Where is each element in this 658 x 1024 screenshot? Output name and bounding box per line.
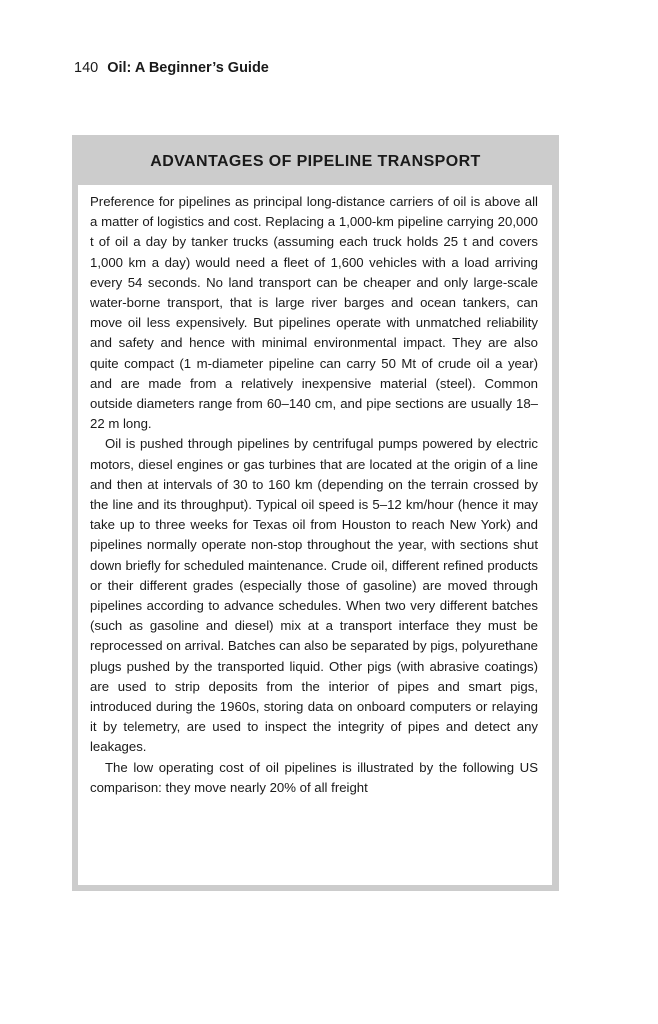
paragraph-cost-comparison: The low operating cost of oil pipelines is illustrated by the following US comparison: they move nearly 20% of all freight bbox=[90, 759, 538, 795]
box-title: ADVANTAGES OF PIPELINE TRANSPORT bbox=[150, 153, 481, 170]
sidebar-box bbox=[72, 135, 559, 891]
box-body bbox=[78, 185, 552, 885]
paragraph-pumping: Oil is pushed through pipelines by centrifugal pumps powered by electric motors, diesel engines or gas turbines that are located at the origin of a line and then at intervals of 30 to 160 km (depending on the terrain crossed by the line and its throughput). Typical oil speed is 5–12 km/hour (hence it may take up to three weeks for Texas oil from Houston to reach New York) and pipelines normally operate non-stop throughout the year, with sections shut down briefly for scheduled maintenance. Crude oil, different refined products or their different grades (especially those of gasoline) are moved through pipelines according to advance schedules. When two very different batches (such as gasoline and diesel) mix at a transport interface they must be reprocessed on arrival. Batches can also be separated by pigs, polyurethane plugs pushed by the transported liquid. Other pigs (with abrasive coatings) are used to strip deposits from the interior of pipes and smart pigs, introduced during the 1960s, storing data on onboard computers or relaying it by telemetry, are used to inspect the integrity of pipes and detect any leakages. bbox=[90, 436, 538, 755]
paragraph-logistics: Preference for pipelines as principal long-distance carriers of oil is above all a matter of logistics and cost. Replacing a 1,000-km pipeline carrying 20,000 t of oil a day by tanker trucks (assuming each truck holds 25 t and covers 1,000 km a day) would need a fleet of 1,600 vehicles with a load arriving every 54 seconds. No land transport can be cheaper and only large-scale water-borne transport, that is large river barges and ocean tankers, can move oil less expensively. But pipelines operate with unmatched reliability and safety and hence with minimal environmental impact. They are also quite compact (1 m-diameter pipeline can carry 50 Mt of crude oil a year) and are made from a relatively inexpensive material (steel). Common outside diameters range from 60–140 cm, and pipe sections are usually 18–22 m long. bbox=[90, 194, 538, 432]
page-number: 140 bbox=[74, 60, 99, 76]
book-title: Oil: A Beginner’s Guide bbox=[107, 60, 269, 76]
running-head bbox=[74, 58, 269, 78]
